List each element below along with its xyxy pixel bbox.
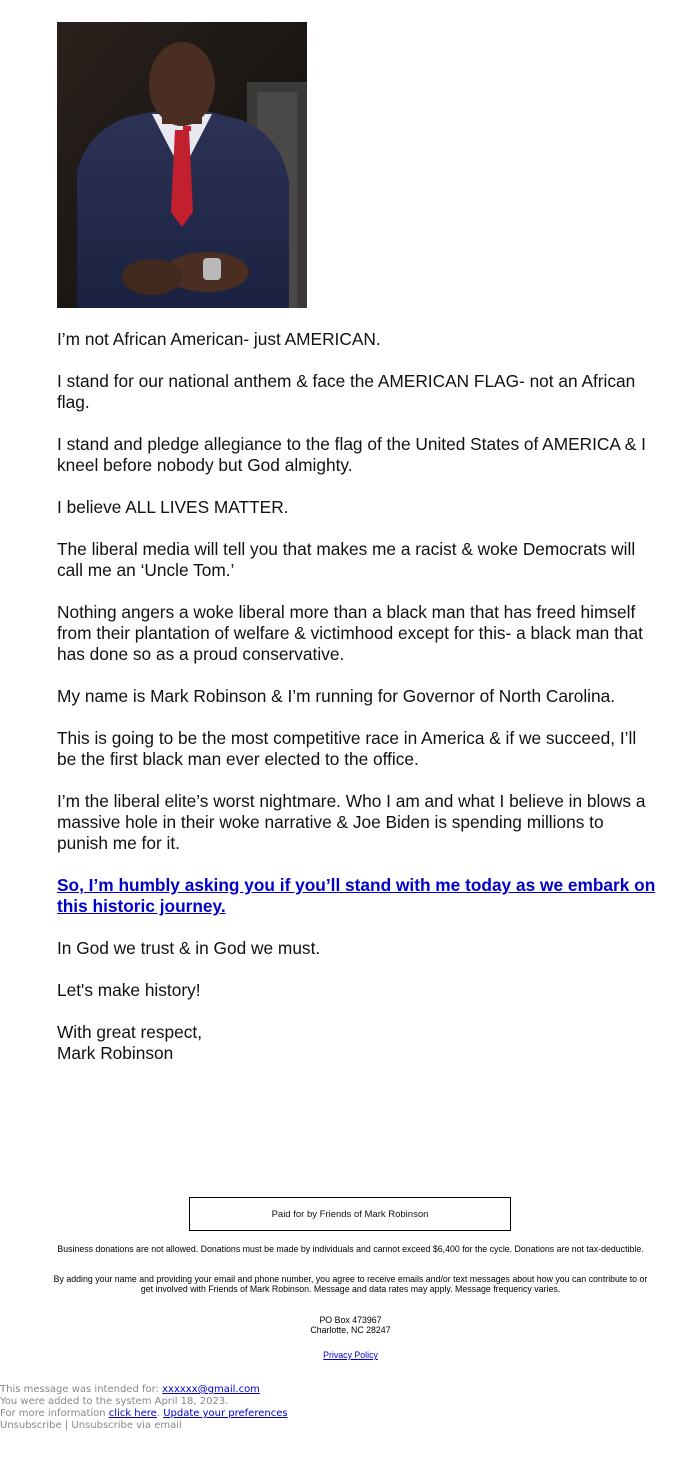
letter-paragraph: I stand for our national anthem & face the AMERICAN FLAG- not an African flag. <box>57 371 636 412</box>
letter-paragraph: I’m not African American- just AMERICAN. <box>57 329 381 349</box>
letter-paragraph: I’m the liberal elite’s worst nightmare. Who I am and what I believe in blows a massive hole in their woke narrative & Joe Biden is spending millions to punish me for it. <box>57 791 646 853</box>
signoff: With great respect, <box>57 1022 203 1042</box>
closing-line: In God we trust & in God we must. <box>57 938 321 958</box>
signature-block <box>57 1022 657 1064</box>
paid-for-text: Paid for by Friends of Mark Robinson <box>271 1208 429 1220</box>
email-meta-footer <box>0 1384 288 1432</box>
mailing-address <box>48 1315 653 1335</box>
intended-for-label: This message was intended for: <box>0 1384 163 1395</box>
donations-notice: Business donations are not allowed. Donations must be made by individuals and cannot exceed $6,400 for the cycle. Donations are not tax-deductible. <box>57 1244 644 1254</box>
letter-body <box>57 329 657 1064</box>
letter-paragraph: I believe ALL LIVES MATTER. <box>57 497 289 517</box>
address-line-1: PO Box 473967 <box>319 1315 382 1325</box>
signature-name: Mark Robinson <box>57 1043 174 1063</box>
closing-line: Let's make history! <box>57 980 201 1000</box>
pipe-separator: | <box>61 1420 72 1431</box>
update-preferences-link[interactable]: Update your preferences <box>163 1408 288 1419</box>
candidate-portrait-image <box>57 22 307 308</box>
cta-paragraph <box>57 875 657 917</box>
donate-cta-link[interactable]: So, I’m humbly asking you if you’ll stand with me today as we embark on this historic journey. <box>57 875 656 916</box>
unsubscribe-line <box>0 1420 288 1432</box>
separator-text: . <box>156 1408 164 1419</box>
intended-for-line <box>0 1384 288 1396</box>
privacy-policy-row <box>48 1350 653 1360</box>
more-info-line <box>0 1408 288 1420</box>
letter-paragraph: This is going to be the most competitive race in America & if we succeed, I’ll be the first black man ever elected to the office. <box>57 728 637 769</box>
more-info-label: For more information <box>0 1408 109 1419</box>
paid-for-disclaimer-box <box>189 1197 511 1231</box>
consent-notice: By adding your name and providing your email and phone number, you agree to receive emails and/or text messages about how you can contribute to or get involved with Friends of Mark Robinson. Message and data rates may apply. Message frequency varies. <box>53 1274 648 1294</box>
address-line-2: Charlotte, NC 28247 <box>310 1325 391 1335</box>
letter-paragraph: My name is Mark Robinson & I’m running for Governor of North Carolina. <box>57 686 616 706</box>
unsubscribe-link[interactable]: Unsubscribe <box>0 1420 62 1431</box>
recipient-email-link[interactable]: xxxxxx@gmail.com <box>162 1384 260 1395</box>
letter-paragraph: Nothing angers a woke liberal more than a black man that has freed himself from their plantation of welfare & victimhood except for this- a black man that has done so as a proud conservative. <box>57 602 643 664</box>
privacy-policy-link[interactable]: Privacy Policy <box>323 1350 378 1360</box>
candidate-photo <box>57 22 307 308</box>
letter-paragraph: I stand and pledge allegiance to the flag of the United States of AMERICA & I kneel before nobody but God almighty. <box>57 434 646 475</box>
added-date-line: You were added to the system April 18, 2023. <box>0 1396 229 1407</box>
letter-paragraph: The liberal media will tell you that makes me a racist & woke Democrats will call me an ‘Uncle Tom.’ <box>57 539 636 580</box>
click-here-link[interactable]: click here <box>108 1408 157 1419</box>
unsubscribe-via-email-link[interactable]: Unsubscribe via email <box>71 1420 182 1431</box>
